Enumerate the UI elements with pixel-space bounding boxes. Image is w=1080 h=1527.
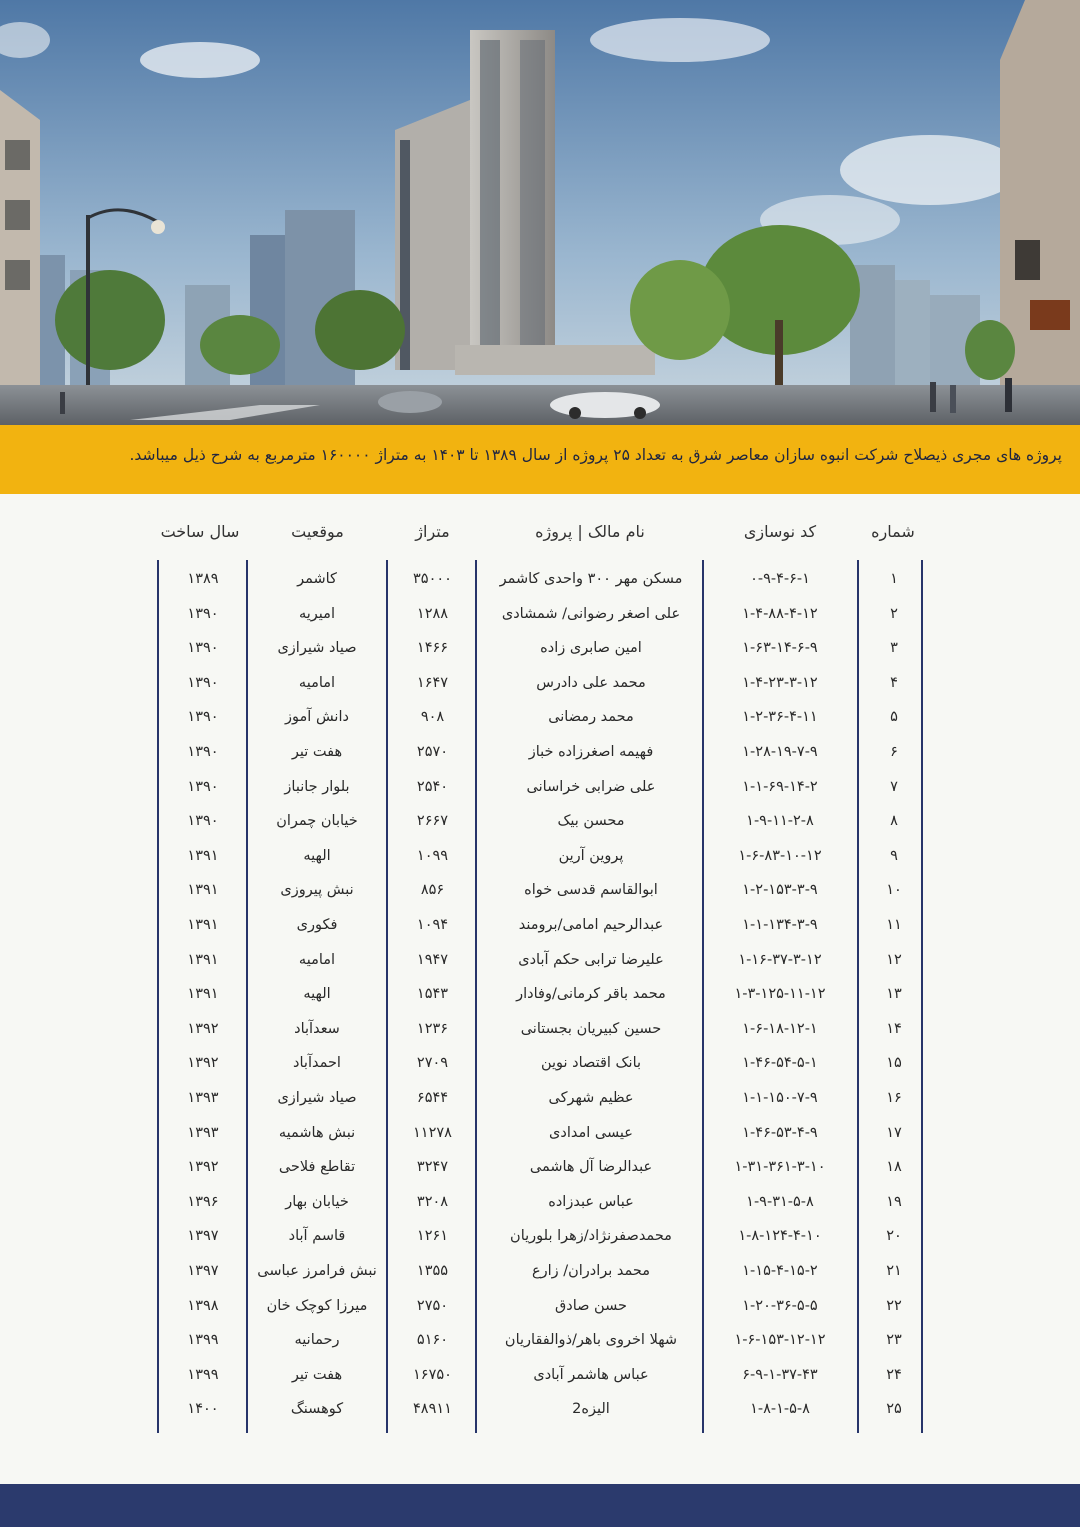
row-owner: شهلا اخروی باهر/ذوالفقاریان: [504, 1332, 678, 1349]
row-code: ۰-۹-۴-۶-۱: [750, 571, 810, 587]
row-code: ۱-۱-۶۹-۱۴-۲: [742, 778, 818, 795]
row-owner: ابوالقاسم قدسی خواه: [524, 882, 658, 899]
row-code: ۱-۹-۳۱-۵-۸: [746, 1193, 814, 1210]
row-code: ۱-۳-۱۲۵-۱۱-۱۲: [734, 986, 826, 1003]
row-owner: محسن بیک: [557, 813, 625, 830]
row-year: ۱۳۹۱: [187, 882, 219, 899]
row-year: ۱۳۹۱: [187, 986, 219, 1003]
row-location: الهیه: [303, 847, 331, 864]
row-location: صیاد شیرازی: [277, 1090, 357, 1106]
row-code: ۱-۱-۱۳۴-۳-۹: [742, 917, 818, 933]
table-row: [0, 1219, 1080, 1254]
row-area: ۹۰۸: [420, 709, 445, 726]
row-location: خیابان چمران: [276, 813, 358, 830]
row-owner: حسین کبیریان بجستانی: [520, 1020, 662, 1037]
row-location: فکوری: [296, 917, 338, 933]
row-area: ۶۵۴۴: [416, 1090, 449, 1106]
row-code: ۱-۱۵-۴-۱۵-۲: [742, 1263, 818, 1279]
row-owner: پروین آرین: [558, 847, 624, 864]
table-row: [0, 839, 1080, 874]
row-location: میرزا کوچک خان: [266, 1297, 368, 1314]
row-location: تقاطع فلاحی: [278, 1159, 356, 1176]
row-code: ۱-۴-۸۸-۴-۱۲: [742, 605, 818, 622]
row-code: ۱-۳۱-۳۶۱-۳-۱۰: [734, 1159, 826, 1176]
table-row: [0, 804, 1080, 839]
row-year: ۱۳۹۷: [187, 1228, 219, 1245]
row-code: ۱-۶-۱۸-۱۲-۱: [742, 1020, 818, 1037]
row-area: ۱۲۸۸: [416, 605, 449, 622]
row-owner: محمدصفرنژاد/زهرا بلوریان: [510, 1228, 672, 1245]
row-number: ۲۱: [886, 1263, 902, 1279]
row-year: ۱۳۹۶: [187, 1193, 219, 1210]
row-number: ۱۷: [886, 1124, 902, 1141]
row-code: ۶-۹-۱-۳۷-۴۳: [742, 1366, 818, 1383]
row-number: ۲۲: [886, 1297, 902, 1314]
row-owner: محمد علی دادرس: [536, 674, 646, 691]
row-area: ۱۶۷۵۰: [413, 1366, 452, 1383]
banner-text: پروژه های مجری ذیصلاح شرکت انبوه سازان معاصر شرق به تعداد ۲۵ پروژه از سال ۱۳۸۹ تا ۱۴۰۳ به متراژ ۱۶۰۰۰۰ مترمربع به شرح ذیل میباشد.: [129, 446, 1062, 464]
table-row: [0, 631, 1080, 666]
row-area: ۱۲۳۶: [416, 1020, 449, 1037]
row-owner: عباس هاشمر آبادی: [533, 1366, 649, 1383]
row-code: ۱-۸-۱-۵-۸: [750, 1401, 810, 1418]
table-row: [0, 666, 1080, 701]
footer-bar: [0, 1484, 1080, 1527]
row-area: ۲۶۶۷: [416, 813, 449, 830]
row-year: ۱۳۸۹: [187, 571, 219, 587]
row-location: الهیه: [303, 986, 331, 1003]
row-number: ۱۵: [886, 1055, 902, 1072]
table-row: [0, 700, 1080, 735]
table-row: [0, 1323, 1080, 1358]
table-row: [0, 977, 1080, 1012]
table-row: [0, 1358, 1080, 1393]
row-number: ۱۶: [886, 1090, 902, 1106]
row-area: ۲۵۴۰: [416, 778, 449, 795]
row-code: ۱-۴۶-۵۴-۵-۱: [742, 1055, 818, 1072]
row-number: ۱۰: [886, 882, 902, 899]
row-year: ۱۳۹۳: [187, 1090, 219, 1106]
row-area: ۸۵۶: [420, 882, 445, 899]
row-code: ۱-۹-۱۱-۲-۸: [746, 813, 814, 830]
table-row: [0, 908, 1080, 943]
row-code: ۱-۱۶-۳۷-۳-۱۲: [738, 951, 822, 968]
row-owner: عباس عبدزاده: [548, 1193, 634, 1210]
row-owner: بانک اقتصاد نوین: [540, 1055, 642, 1072]
row-number: ۳: [890, 640, 898, 657]
table-row: [0, 1150, 1080, 1185]
row-number: ۱۴: [886, 1020, 902, 1037]
row-number: ۲۳: [886, 1332, 902, 1349]
table-row: [0, 1392, 1080, 1427]
header-location: موقعیت: [291, 522, 344, 541]
projects-table: [0, 494, 1080, 1484]
row-area: ۲۷۵۰: [416, 1297, 449, 1314]
table-row: [0, 1185, 1080, 1220]
row-year: ۱۳۹۰: [187, 640, 219, 657]
row-year: ۱۳۹۰: [187, 674, 219, 691]
row-number: ۶: [890, 744, 898, 760]
row-location: رحمانیه: [294, 1332, 340, 1349]
row-location: سعدآباد: [294, 1020, 340, 1037]
row-number: ۲: [890, 605, 898, 622]
row-owner: حسن صادق: [555, 1297, 627, 1314]
row-owner: علیرضا ترابی حکم آبادی: [518, 951, 664, 968]
row-owner: عیسی امدادی: [549, 1124, 633, 1141]
row-area: ۱۹۴۷: [416, 951, 449, 968]
row-year: ۱۳۹۰: [187, 813, 219, 830]
row-location: خیابان بهار: [285, 1193, 349, 1210]
row-code: ۱-۶-۸۳-۱۰-۱۲: [738, 847, 822, 864]
row-location: کاشمر: [297, 571, 337, 587]
header-year: سال ساخت: [160, 522, 240, 541]
row-location: هفت تیر: [291, 744, 343, 760]
row-code: ۱-۸-۱۲۴-۴-۱۰: [738, 1228, 822, 1245]
row-year: ۱۳۹۰: [187, 744, 219, 760]
row-year: ۱۳۹۰: [187, 605, 219, 622]
row-code: ۱-۶-۱۵۳-۱۲-۱۲: [734, 1332, 826, 1349]
row-number: ۸: [890, 813, 898, 830]
row-owner: محمد رمضانی: [548, 709, 634, 726]
table-row: [0, 770, 1080, 805]
row-code: ۱-۴۶-۵۳-۴-۹: [742, 1124, 818, 1141]
row-owner: فهیمه اصغرزاده خباز: [528, 744, 654, 760]
row-number: ۱: [890, 571, 898, 587]
row-owner: مسکن مهر ۳۰۰ واحدی کاشمر: [499, 571, 683, 587]
row-number: ۱۱: [886, 917, 902, 933]
row-number: ۲۵: [886, 1401, 902, 1418]
hero-city-image: [0, 0, 1080, 425]
row-location: امامیه: [298, 674, 336, 691]
row-owner: محمد برادران/ زارع: [531, 1263, 651, 1279]
row-owner: عبدالرحیم امامی/برومند: [518, 917, 664, 933]
table-row: [0, 1116, 1080, 1151]
table-row: [0, 1254, 1080, 1289]
row-location: دانش آموز: [285, 709, 349, 726]
row-number: ۴: [890, 674, 898, 691]
row-code: ۱-۲-۱۵۳-۳-۹: [742, 882, 818, 899]
hero-illustration: [0, 0, 1080, 425]
row-area: ۲۷۰۹: [416, 1055, 449, 1072]
row-year: ۱۳۹۲: [187, 1159, 219, 1176]
table-row: [0, 1081, 1080, 1116]
row-code: ۱-۶۳-۱۴-۶-۹: [742, 640, 818, 657]
row-area: ۲۵۷۰: [416, 744, 449, 760]
row-location: احمدآباد: [293, 1055, 341, 1072]
row-area: ۱۶۴۷: [416, 674, 449, 691]
table-row: [0, 597, 1080, 632]
row-code: ۱-۲۸-۱۹-۷-۹: [742, 744, 818, 760]
row-year: ۱۳۹۰: [187, 709, 219, 726]
row-location: نبش هاشمیه: [278, 1124, 356, 1141]
row-year: ۱۳۹۳: [187, 1124, 219, 1141]
row-number: ۱۳: [886, 986, 902, 1003]
row-location: نبش پیروزی: [280, 882, 354, 899]
row-area: ۱۱۲۷۸: [413, 1124, 452, 1141]
row-owner: علی ضرابی خراسانی: [526, 778, 656, 795]
row-year: ۱۳۹۸: [187, 1297, 219, 1314]
row-year: ۱۴۰۰: [187, 1401, 219, 1418]
row-area: ۱۰۹۴: [416, 917, 449, 933]
intro-banner: [0, 425, 1080, 494]
row-location: صیاد شیرازی: [277, 640, 357, 657]
row-area: ۱۲۶۱: [416, 1228, 449, 1245]
row-area: ۴۸۹۱۱: [413, 1401, 452, 1418]
row-area: ۱۴۶۶: [416, 640, 449, 657]
row-number: ۱۹: [886, 1193, 902, 1210]
table-row: [0, 1046, 1080, 1081]
row-number: ۲۰: [886, 1228, 902, 1245]
row-owner: الیزه2: [572, 1401, 610, 1418]
table-row: [0, 1289, 1080, 1324]
row-number: ۷: [890, 778, 898, 795]
row-location: امامیه: [298, 951, 336, 968]
row-owner: عظیم شهرکی: [548, 1090, 634, 1106]
row-number: ۵: [890, 709, 898, 726]
row-area: ۳۵۰۰۰: [413, 571, 452, 587]
row-code: ۱-۱-۱۵۰-۷-۹: [742, 1090, 818, 1106]
row-year: ۱۳۹۱: [187, 917, 219, 933]
row-area: ۳۲۴۷: [416, 1159, 449, 1176]
row-number: ۲۴: [886, 1366, 902, 1383]
table-row: [0, 873, 1080, 908]
row-location: بلوار جانباز: [284, 778, 350, 795]
row-location: کوهسنگ: [290, 1401, 344, 1418]
row-year: ۱۳۹۱: [187, 847, 219, 864]
row-location: نبش فرامرز عباسی: [257, 1263, 377, 1279]
row-owner: علی اصغر رضوانی/ شمشادی: [501, 605, 681, 622]
row-year: ۱۳۹۹: [187, 1332, 219, 1349]
table-row: [0, 735, 1080, 770]
table-row: [0, 1012, 1080, 1047]
row-owner: محمد باقر کرمانی/وفادار: [516, 986, 666, 1003]
header-code: کد نوسازی: [743, 522, 817, 541]
row-location: قاسم آباد: [288, 1228, 346, 1245]
row-year: ۱۳۹۹: [187, 1366, 219, 1383]
row-number: ۱۸: [886, 1159, 902, 1176]
row-area: ۱۵۴۳: [416, 986, 449, 1003]
row-number: ۹: [890, 847, 898, 864]
row-location: هفت تیر: [291, 1366, 343, 1383]
row-area: ۱۳۵۵: [416, 1263, 449, 1279]
row-year: ۱۳۹۷: [187, 1263, 219, 1279]
header-area: متراژ: [415, 522, 450, 541]
row-year: ۱۳۹۱: [187, 951, 219, 968]
row-year: ۱۳۹۲: [187, 1020, 219, 1037]
row-number: ۱۲: [886, 951, 902, 968]
row-location: امیریه: [299, 605, 335, 622]
row-code: ۱-۴-۲۳-۳-۱۲: [742, 674, 818, 691]
row-owner: عبدالرضا آل هاشمی: [529, 1159, 653, 1176]
table-row: [0, 562, 1080, 597]
row-owner: امین صابری زاده: [540, 640, 642, 657]
table-row: [0, 943, 1080, 978]
header-number: شماره: [871, 522, 915, 541]
row-area: ۱۰۹۹: [416, 847, 449, 864]
row-code: ۱-۲۰-۳۶-۵-۵: [742, 1297, 818, 1314]
row-area: ۳۲۰۸: [416, 1193, 449, 1210]
row-area: ۵۱۶۰: [416, 1332, 449, 1349]
header-owner: نام مالک | پروژه: [535, 522, 645, 541]
row-year: ۱۳۹۰: [187, 778, 219, 795]
row-code: ۱-۲-۳۶-۴-۱۱: [742, 709, 818, 726]
row-year: ۱۳۹۲: [187, 1055, 219, 1072]
